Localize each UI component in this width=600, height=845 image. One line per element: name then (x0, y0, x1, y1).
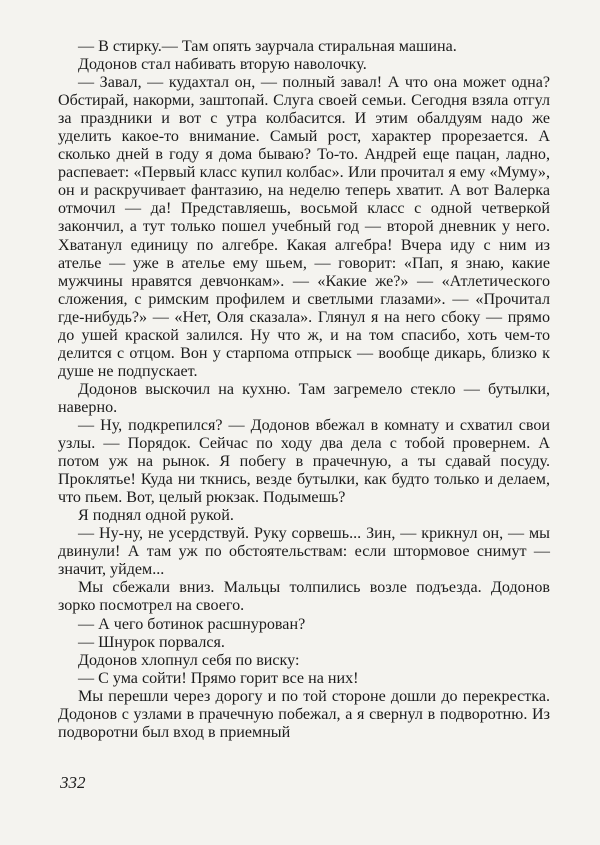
paragraph: Додонов стал набивать вторую наволочку. (78, 56, 367, 74)
body-text (58, 38, 550, 742)
paragraph: — А чего ботинок расшнурован? (78, 615, 306, 633)
paragraph: — В стирку.— Там опять заурчала стиральная машина. (78, 38, 457, 55)
paragraph: Додонов выскочил на кухню. Там загремело стекло — бутылки, наверно. (58, 380, 550, 416)
page-number: 332 (60, 773, 86, 792)
paragraph: — Ну, подкрепился? — Додонов вбежал в комнату и схватил свои узлы. — Порядок. Сейчас по ходу два дела с тобой провернем. А потом уж на рынок. Я побегу в прачечную, а ты сдавай посуду. Проклятье! Куда ни ткнись, везде бутылки, как будто только и делаем, что пьем. Вот, целый рюкзак. Подымешь? (58, 416, 550, 507)
paragraph: — Ну-ну, не усердствуй. Руку сорвешь... Зин, — крикнул он, — мы двинули! А там уж по обстоятельствам: если штормовое снимут — значит, уйдем... (58, 525, 550, 579)
paragraph: Мы сбежали вниз. Мальцы толпились возле подъезда. Додонов зорко посмотрел на своего. (58, 579, 550, 615)
paragraph: Я поднял одной рукой. (78, 507, 234, 525)
paragraph: — Шнурок порвался. (78, 633, 225, 651)
paragraph: — Завал, — кудахтал он, — полный завал! А что она может одна? Обстирай, накорми, заштопай. Слуга своей семьи. Сегодня взяла отгул за праздники и вот с утра колбасится. И этим обалдуям надо же уделить какое-то внимание. Самый рост, характер прорезается. А сколько дней в году я дома бываю? То-то. Андрей еще пацан, ладно, распевает: «Первый класс купил колбас». Или прочитал я ему «Муму», он и раскручивает фантазию, на неделю теперь хватит. А вот Валерка отмочил — да! Представляешь, восьмой класс с одной четверкой закончил, а тут только пошел учебный год — второй дневник у него. Хватанул единицу по алгебре. Какая алгебра! Вчера иду с ним из ателье — уже в ателье ему шьем, — говорит: «Пап, я знаю, какие мужчины нравятся девчонкам». — «Какие же?» — «Атлетического сложения, с римским профилем и светлыми глазами». — «Прочитал где-нибудь?» — «Нет, Оля сказала». Глянул я на него сбоку — прямо до ушей краской залился. Ну что ж, и на том спасибо, хоть чем-то делится с отцом. Вон у старпома отпрыск — вообще дикарь, близко к душе не подпускает. (58, 74, 550, 380)
paragraph: Мы перешли через дорогу и по той стороне дошли до перекрестка. Додонов с узлами в прачечную побежал, а я свернул в подворотню. Из подворотни был вход в приемный (58, 687, 550, 741)
paragraph: Додонов хлопнул себя по виску: (78, 651, 300, 669)
paragraph: — С ума сойти! Прямо горит все на них! (78, 669, 359, 687)
